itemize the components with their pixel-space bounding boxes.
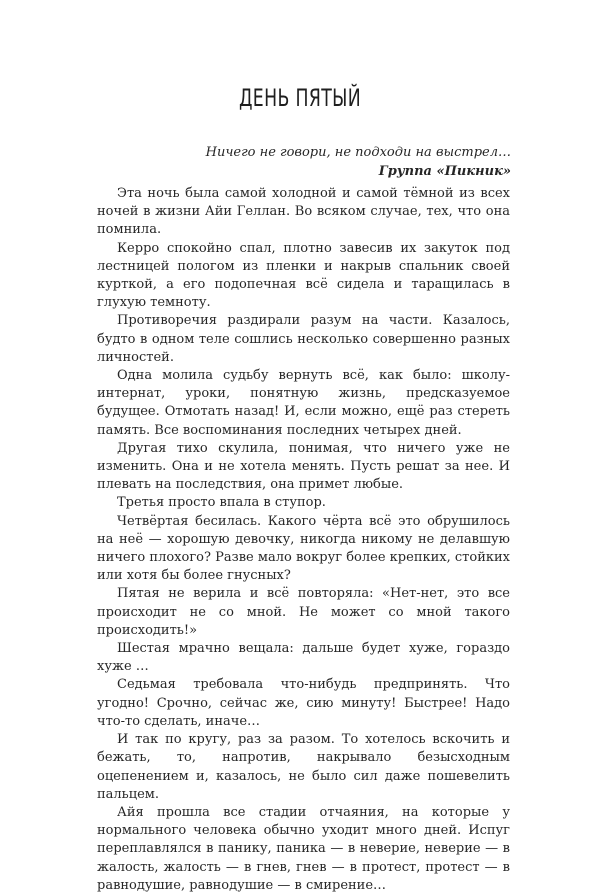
chapter-body: [97, 185, 510, 895]
paragraph: Пятая не верила и всё повторяла: «Нет-нет, это все происходит не со мной. Не может со мной такого происходить!»: [97, 586, 510, 638]
paragraph: Четвёртая бесилась. Какого чёрта всё это обрушилось на неё — хорошую девочку, никогда никому не делавшую ничего плохого? Разве мало вокруг более крепких, стойких или хотя бы более гнусных?: [97, 513, 510, 584]
paragraph: И так по кругу, раз за разом. То хотелось вскочить и бежать, то, напротив, накрывало безысходным оцепенением и, казалось, не было сил даже пошевелить пальцем.: [97, 732, 510, 802]
paragraph: Эта ночь была самой холодной и самой тёмной из всех ночей в жизни Айи Геллан. Во всяком случае, тех, что она помнила.: [97, 186, 510, 238]
paragraph: Противоречия раздирали разум на части. Казалось, будто в одном теле сошлись несколько совершенно разных личностей.: [97, 313, 510, 365]
paragraph: Шестая мрачно вещала: дальше будет хуже, гораздо хуже …: [97, 641, 510, 675]
epigraph-author: Группа «Пикник»: [378, 164, 511, 179]
paragraph: Керро спокойно спал, плотно завесив их закуток под лестницей пологом из пленки и накрыв спальник своей курткой, а его подопечная всё сидела и таращилась в глухую темноту.: [97, 240, 510, 311]
paragraph: Айя прошла все стадии отчаяния, на которые у нормального человека обычно уходит много дней. Испуг переплавлялся в панику, паника — в неверие, неверие — в жалость, жалость — в гнев, гнев — в протест, протест — в равнодушие, равнодушие — в смирение…: [97, 804, 510, 893]
epigraph: [91, 143, 511, 181]
paragraph: Одна молила судьбу вернуть всё, как было: школу-интернат, уроки, понятную жизнь, предсказуемое будущее. Отмотать назад! И, если можно, ещё раз стереть память. Все воспоминания последних четырех дней.: [97, 368, 510, 438]
epigraph-quote: Ничего не говори, не подходи на выстрел…: [205, 145, 511, 160]
chapter-title: ДЕНЬ ПЯТЫЙ: [238, 84, 362, 112]
paragraph: Седьмая требовала что-нибудь предпринять. Что угодно! Срочно, сейчас же, сию минуту! Быстрее! Надо что-то сделать, иначе…: [97, 677, 510, 729]
paragraph: Другая тихо скулила, понимая, что ничего уже не изменить. Она и не хотела менять. Пусть решат за нее. И плевать на последствия, она примет любые.: [97, 440, 510, 493]
paragraph: Третья просто впала в ступор.: [117, 495, 326, 511]
